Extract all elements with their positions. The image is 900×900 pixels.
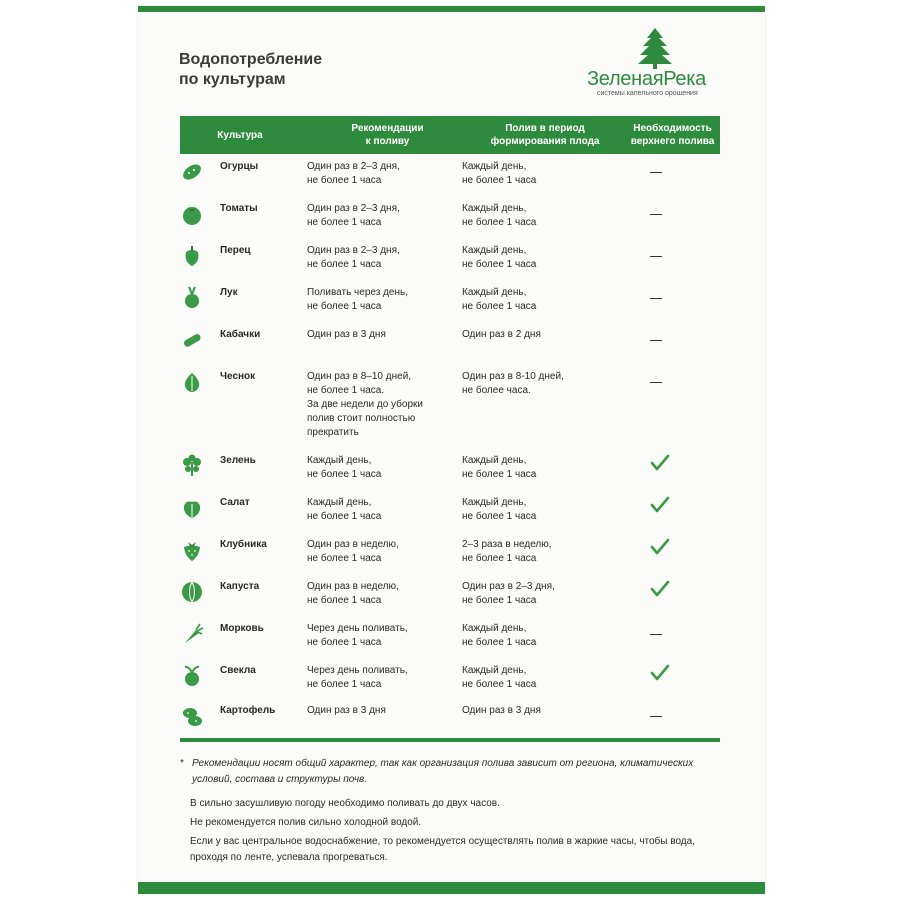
fruiting-cell: Каждый день, не более 1 часа: [462, 245, 537, 270]
strawberry-icon: [180, 538, 204, 562]
title-line-2: по культурам: [179, 71, 286, 88]
top-watering-cell: [650, 286, 680, 306]
checkmark-icon: [650, 664, 670, 682]
garlic-icon: [180, 370, 204, 394]
fruiting-cell: Один раз в 2–3 дня, не более 1 часа: [462, 581, 555, 606]
crop-name: Капуста: [220, 581, 260, 592]
fruiting-cell: Каждый день, не более 1 часа: [462, 665, 537, 690]
top-watering-cell: [650, 454, 680, 474]
logo-subtitle: системы капельного орошения: [597, 90, 698, 97]
top-watering-cell: [650, 496, 680, 516]
fruiting-cell: 2–3 раза в неделю, не более 1 часа: [462, 539, 552, 564]
header-top-watering: [625, 116, 720, 154]
recommendation-cell: Через день поливать, не более 1 часа: [307, 623, 408, 648]
bottom-green-bar: [138, 882, 765, 894]
top-watering-cell: [650, 328, 680, 348]
dash-mark: [650, 634, 662, 635]
recommendation-cell: Один раз в 3 дня: [307, 329, 386, 340]
cucumber-icon: [180, 160, 204, 184]
dash-mark: [650, 172, 662, 173]
potato-icon: [180, 704, 204, 728]
pepper-icon: [180, 244, 204, 268]
fruiting-cell: Один раз в 8-10 дней, не более часа.: [462, 371, 564, 396]
dash-mark: [650, 340, 662, 341]
table-header: [180, 116, 720, 154]
notes: [190, 796, 710, 869]
checkmark-icon: [650, 454, 670, 472]
header-crop: Культура: [217, 129, 263, 141]
checkmark-icon: [650, 496, 670, 514]
greens-icon: [180, 454, 204, 478]
fruiting-cell: Каждый день, не более 1 часа: [462, 161, 537, 186]
recommendation-cell: Один раз в 2–3 дня, не более 1 часа: [307, 245, 400, 270]
crop-name: Чеснок: [220, 371, 256, 382]
recommendation-cell: Поливать через день, не более 1 часа: [307, 287, 409, 312]
fruiting-cell: Каждый день, не более 1 часа: [462, 497, 537, 522]
fruiting-cell: Каждый день, не более 1 часа: [462, 287, 537, 312]
note-item: Если у вас центральное водоснабжение, то рекомендуется осуществлять полив в жаркие часы, чтобы вода, проходя по ленте, успевала прогреваться.: [190, 836, 695, 863]
top-watering-cell: [650, 160, 680, 180]
top-watering-cell: [650, 244, 680, 264]
recommendation-cell: Каждый день, не более 1 часа: [307, 497, 382, 522]
top-green-bar: [138, 6, 765, 12]
fruiting-cell: Один раз в 3 дня: [462, 705, 541, 716]
recommendation-cell: Один раз в 2–3 дня, не более 1 часа: [307, 161, 400, 186]
crop-name: Кабачки: [220, 329, 261, 340]
note-item: В сильно засушливую погоду необходимо поливать до двух часов.: [190, 798, 500, 809]
fruiting-cell: Один раз в 2 дня: [462, 329, 541, 340]
top-watering-cell: [650, 370, 680, 390]
dash-mark: [650, 214, 662, 215]
dash-mark: [650, 298, 662, 299]
recommendation-cell: Через день поливать, не более 1 часа: [307, 665, 408, 690]
crop-name: Свекла: [220, 665, 256, 676]
page-title: [179, 50, 322, 90]
checkmark-icon: [650, 538, 670, 556]
footnote-text: Рекомендации носят общий характер, так как организация полива зависит от региона, климатических условий, состава и структуры почв.: [192, 758, 694, 785]
recommendation-cell: Один раз в 8–10 дней, не более 1 часа. За две недели до уборки полив стоит полностью прекратить: [307, 371, 423, 438]
crop-name: Томаты: [220, 203, 258, 214]
zucchini-icon: [180, 328, 204, 352]
header-top-watering-text: Необходимость верхнего полива: [630, 123, 715, 147]
dash-mark: [650, 716, 662, 717]
note-item: Не рекомендуется полив сильно холодной водой.: [190, 817, 422, 828]
lettuce-icon: [180, 496, 204, 520]
title-line-1: Водопотребление: [179, 51, 323, 68]
cabbage-icon: [180, 580, 204, 604]
tomato-icon: [180, 202, 204, 226]
top-watering-cell: [650, 664, 680, 684]
carrot-icon: [180, 622, 204, 646]
dash-mark: [650, 382, 662, 383]
crop-name: Картофель: [220, 705, 276, 716]
top-watering-cell: [650, 580, 680, 600]
onion-icon: [180, 286, 204, 310]
top-watering-cell: [650, 622, 680, 642]
fir-tree-icon: [635, 28, 675, 70]
crop-name: Салат: [220, 497, 250, 508]
recommendation-cell: Один раз в неделю, не более 1 часа: [307, 581, 399, 606]
brand-logo: [587, 28, 747, 98]
header-fruiting-text: Полив в период формирования плода: [490, 123, 600, 147]
fruiting-cell: Каждый день, не более 1 часа: [462, 203, 537, 228]
crop-name: Морковь: [220, 623, 264, 634]
crop-name: Клубника: [220, 539, 267, 550]
header-recommendation: [310, 116, 465, 154]
top-watering-cell: [650, 538, 680, 558]
header-recommendation-text: Рекомендации к поливу: [351, 123, 424, 147]
top-watering-cell: [650, 202, 680, 222]
recommendation-cell: Один раз в неделю, не более 1 часа: [307, 539, 399, 564]
checkmark-icon: [650, 580, 670, 598]
top-watering-cell: [650, 704, 680, 724]
crop-name: Огурцы: [220, 161, 259, 172]
header-fruiting: [465, 116, 625, 154]
crop-name: Лук: [220, 287, 238, 298]
dash-mark: [650, 256, 662, 257]
recommendation-cell: Один раз в 3 дня: [307, 705, 386, 716]
crop-name: Зелень: [220, 455, 256, 466]
table-bottom-rule: [180, 738, 720, 742]
fruiting-cell: Каждый день, не более 1 часа: [462, 623, 537, 648]
crop-name: Перец: [220, 245, 251, 256]
recommendation-cell: Каждый день, не более 1 часа: [307, 455, 382, 480]
fruiting-cell: Каждый день, не более 1 часа: [462, 455, 537, 480]
footnote-star: *: [180, 758, 184, 769]
footnote: [180, 756, 700, 788]
beet-icon: [180, 664, 204, 688]
recommendation-cell: Один раз в 2–3 дня, не более 1 часа: [307, 203, 400, 228]
logo-name: ЗеленаяРека: [587, 68, 706, 90]
instruction-sheet: [138, 6, 765, 894]
